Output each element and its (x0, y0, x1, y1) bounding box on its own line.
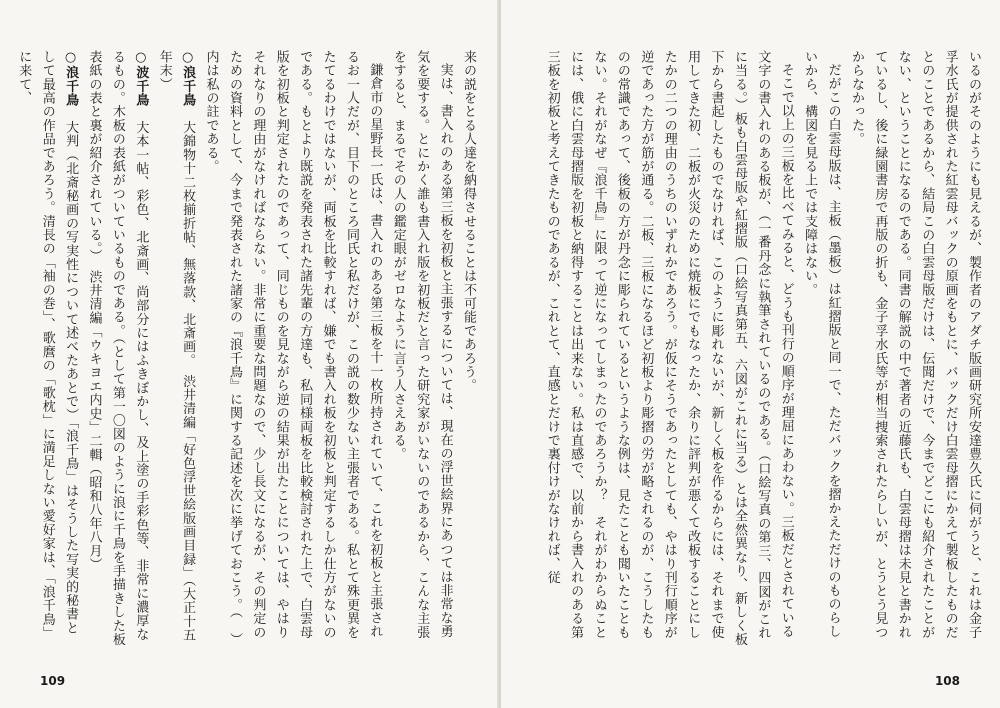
entry-title: ○浪千鳥 (180, 50, 196, 107)
catalog-entry (12, 50, 82, 648)
left-page (0, 0, 499, 708)
entry-body: 大判（北斎秘画の写実性について述べたあとで）「浪千鳥」はそうした写実的秘書として最高の作品であろう。清長の「袖の巻」、歌麿の「歌枕」に満足しない愛好家は、「浪千鳥」に来て、 (16, 50, 79, 640)
entry-title: ○波千鳥 (133, 50, 149, 107)
paragraph: 来の説をとる人達を納得させることは不可能であろう。 (461, 50, 476, 393)
entry-body: 大錦物十二枚揃折帖、無落款、北斎画。 渋井清編「好色浮世絵版画目録」（大正十五年末） (156, 50, 196, 642)
paragraph: そこで以上の三板を比べてみると、どうも刊行の順序が理屈にあわない。三板だとされている文字の書入れのある板が、（一番丹念に執筆されているのである。（口絵写真の第三、四図がこれに当る。）板も白雲母版や紅摺版（口絵写真第五、六図がこれに当る）とは全然異なり、新しく板下から書起したものでなければ、このように彫れないが、新しく板を作るからには、それまで使用してきた初、二板が火災のために焼板にでもなったか、余りに評判が悪くて改板することにしたかの二つの理由のうちのいずれかであろう。が仮にそうであったとしても、やはり刊行順序が逆であった方が筋が通る。二板、三板になるほど初板より彫摺の労が略されるのが、こうしたものの常識であって、後板の方が丹念に彫られているというような例は、見たことも聞いたこともない。それがなぜ『浪千鳥』に限って逆になってしまったのであろうか？ それがわからぬことには、俄に白雲母摺版を初板と納得することは出来ない。私は直感で、以前から書入れのある第三板を初板と考えてきたものであるが、これとて、直感とだけで裏付けがなければ、従 (544, 50, 794, 647)
entry-title: ○浪千鳥 (63, 50, 79, 107)
right-page-text (515, 50, 985, 648)
paragraph: 鎌倉市の星野長一氏は、書入れのある第三板を十一枚所持されていて、これを初板と主張されるお一人だが、目下のところ同氏と私だけが、この説の数少ない主張者である。私とて殊更異をたてるわけではないが、両板を比較すれば、嫌でも書入れ板を初板と判定するしか仕方がないのである。もとより既説を発表された諸先輩の方達も、私同様両板を比較検討された上で、白雲母版を初板と判定されたのであって、同じものを見ながら逆の結果が出たことについては、やはりそれなりの理由がなければならない。非常に重要な問題なので、少し長文になるが、その判定のための資料として、今まで発表された諸家の『浪千鳥』に関する記述を次に挙げておこう。（ ）内は私の註である。 (203, 50, 383, 647)
paragraph: だがこの白雲母版は、主板（墨板）は紅摺版と同一で、ただバックを摺かえただけのものらしいから、構図を見る上では支障はない。 (802, 50, 841, 639)
right-page (501, 0, 1000, 708)
paragraph: 実は、書入れのある第三板を初板と主張するについては、現在の浮世絵界にあつては非常な勇気を要する。とにかく誰も書入れ版を初板だと言った研究家がいないのであるから、こんな主張をすると、まるでその人の鑑定眼がゼロなように言う人さえある。 (390, 50, 453, 640)
entry-body: 大本一帖、彩色、北斎画、尚部分にはふきぼかし、及上塗の手彩色等、非常に濃厚なるもの。木板の表紙がついているものである。（として第一〇図のように浪に千鳥を手描きした板表紙の表と裏が紹介されている。） 渋井清編「ウキヨエ内史」二輯（昭和八年八月） (86, 50, 149, 647)
page-number: 108 (934, 674, 960, 688)
paragraph: いるのがそのようにも見えるが、製作者のアダチ版画研究所安達豊久氏に伺がうと、これは金子孚水氏が提供された紅雲母バックの原画をもとに、バックだけ白雲母摺にかえて製板したものだとのことであるから、結局この白雲母版だけは、伝聞だけで、今までどこにも紹介されたことがない、ということになるのである。同書の解説の中で著者の近藤氏も、白雲母摺は未見と書かれているし、後に緑園書房で再版の折も、金子孚水氏等が相当捜索されたらしいが、とうとう見つからなかった。 (848, 50, 981, 640)
page-number: 109 (40, 674, 66, 688)
catalog-entry (152, 50, 199, 648)
catalog-entry (82, 50, 152, 648)
left-page-text (10, 50, 480, 648)
